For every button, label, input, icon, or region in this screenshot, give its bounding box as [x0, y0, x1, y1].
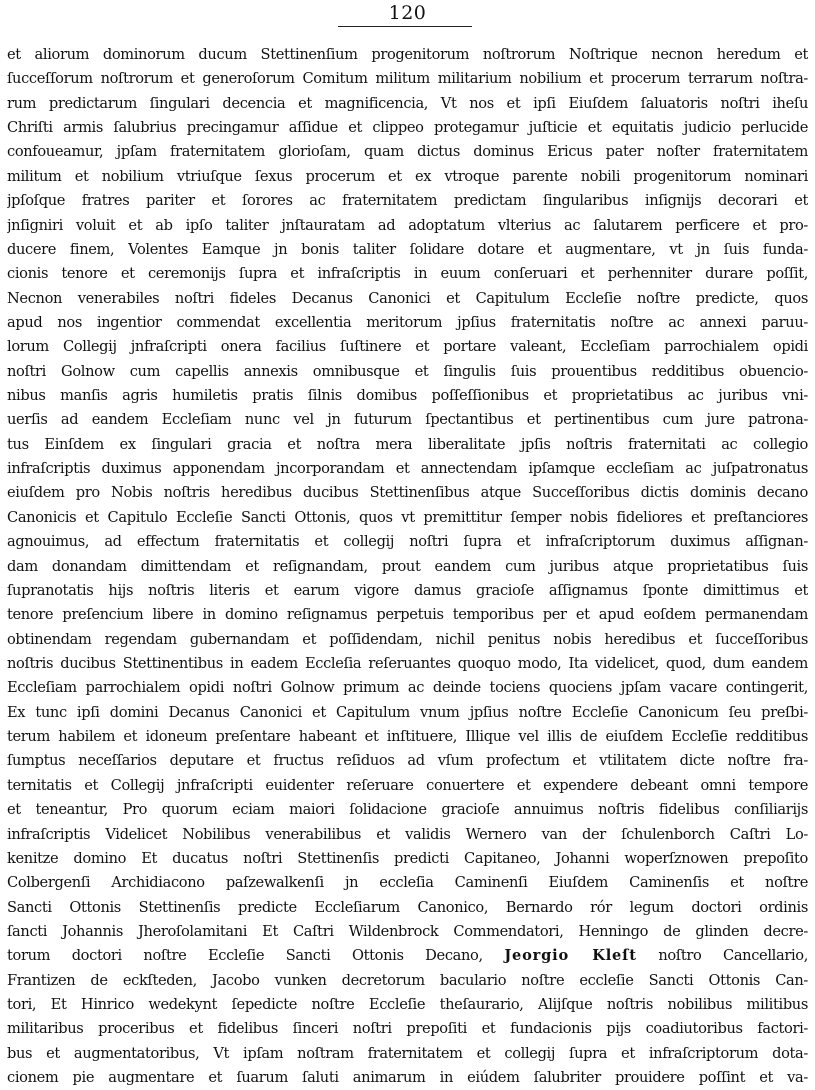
- text-line: ſumptus neceſſarios deputare et fructus reſiduos ad vſum profectum et vtilitatem dicte noſtre fra-: [7, 752, 808, 770]
- text-line: militum et nobilium vtriuſque ſexus procerum et ex vtroque parente nobili progenitorum nominari: [7, 167, 808, 185]
- text-line: confoueamur, jpſam fraternitatem glorioſam, quam dictus dominus Ericus pater noſter fraternitatem: [7, 143, 808, 161]
- text-line: dam donandam dimittendam et reſignandam, prout eandem cum juribus atque proprietatibus ſuis: [7, 557, 808, 575]
- text-line: Necnon venerabiles noſtri fideles Decanus Canonici et Capitulum Eccleſie noſtre predicte, quos: [7, 289, 808, 307]
- header-rule: [338, 26, 472, 27]
- text-line: rum predictarum ſingulari decencia et magnificencia, Vt nos et ipſi Eiuſdem ſaluatoris noſtri iheſu: [7, 94, 808, 112]
- page-header: [0, 2, 815, 28]
- text-line: jpſoſque fratres pariter et ſorores ac fraternitatem predictam ſingularibus inſignijs decorari et: [7, 192, 808, 210]
- text-line: nibus manſis agris humiletis pratis ſilnis domibus poſſeſſionibus et proprietatibus ac juribus vni-: [7, 387, 808, 405]
- text-line: terum habilem et idoneum preſentare habeant et inſtituere, Illique vel illis de eiuſdem Eccleſie redditibus: [7, 728, 808, 746]
- text-line-with-name: [7, 944, 808, 968]
- text-line: kenitze domino Et ducatus noſtri Stettinenſis predicti Capitaneo, Johanni woperſznowen prepoſito: [7, 849, 808, 867]
- text-line: lorum Collegij jnfraſcripti onera facilius ſuſtinere et portare valeant, Eccleſiam parrochialem opidi: [7, 338, 808, 356]
- text-line: cionem pie augmentare et ſuarum ſaluti animarum in eiúdem ſalubriter prouidere poſſint et va-: [7, 1069, 808, 1087]
- text-line: Sancti Ottonis Stettinenſis predicte Eccleſiarum Canonico, Bernardo rór legum doctori ordinis: [7, 898, 808, 916]
- text-line: infraſcriptis duximus apponendam jncorporandam et annectendam ipſamque eccleſiam ac juſpatronatus: [7, 460, 808, 478]
- text-line: obtinendam regendam gubernandam et poſſidendam, nichil penitus nobis heredibus et ſucceſſoribus: [7, 630, 808, 648]
- text-line: agnouimus, ad effectum fraternitatis et collegij noſtri ſupra et infraſcriptorum duximus aſſignan-: [7, 533, 808, 551]
- text-line: Ex tunc ipſi domini Decanus Canonici et Capitulum vnum jpſius noſtre Eccleſie Canonicum ſeu preſbi-: [7, 703, 808, 721]
- text-line: Eccleſiam parrochialem opidi noſtri Golnow primum ac deinde tociens quociens jpſam vacare contingerit,: [7, 679, 808, 697]
- text-line: ſucceſſorum noſtrorum et generoſorum Comitum militum militarium nobilium et procerum terrarum noſtra-: [7, 70, 808, 88]
- text-line: tus Einſdem ex ſingulari gracia et noſtra mera liberalitate jpſis noſtris fraternitati ac collegio: [7, 435, 808, 453]
- text-line: eiuſdem pro Nobis noſtris heredibus ducibus Stettinenſibus atque Succeſſoribus dictis dominis decano: [7, 484, 808, 502]
- text-line: Frantizen de eckſteden, Jacobo vunken decretorum baculario noſtre eccleſie Sancti Ottonis Can-: [7, 971, 808, 989]
- text-line: uerſis ad eandem Eccleſiam nunc vel jn futurum ſpectantibus et pertinentibus cum jure patrona-: [7, 411, 808, 429]
- text-line: bus et augmentatoribus, Vt ipſam noſtram fraternitatem et collegij ſupra et infraſcriptorum dota-: [7, 1044, 808, 1062]
- text-line: apud nos ingentior commendat excellentia meritorum jpſius fraternitatis noſtre ac annexi paruu-: [7, 313, 808, 331]
- text-segment: noſtro Cancellario,: [636, 947, 808, 965]
- bold-name: Jeorgio Kleſt: [504, 947, 637, 965]
- text-line: Canonicis et Capitulo Eccleſie Sancti Ottonis, quos vt premittitur ſemper nobis fideliores et preſtanciores: [7, 508, 808, 526]
- text-line: tori, Et Hinrico wedekynt ſepedicte noſtre Eccleſie theſaurario, Alijſque noſtris nobilibus militibus: [7, 996, 808, 1014]
- text-line: et aliorum dominorum ducum Stettinenſium progenitorum noſtrorum Noſtrique necnon heredum et: [7, 46, 808, 63]
- text-line: Chriſti armis ſalubrius precingamur aſſidue et clippeo protegamur juſticie et equitatis judicio perlucide: [7, 119, 808, 137]
- text-line: et teneantur, Pro quorum eciam maiori ſolidacione gracioſe annuimus noſtris fidelibus conſiliarijs: [7, 801, 808, 819]
- text-line: jnſigniri voluit et ab ipſo taliter jnſtauratam ad adoptatum vlterius ac ſalutarem perficere et pro-: [7, 216, 808, 234]
- text-line: Colbergenſi Archidiacono paſzewalkenſi jn eccleſia Caminenſi Eiuſdem Caminenſis et noſtre: [7, 874, 808, 892]
- text-line: cionis tenore et ceremonijs ſupra et infraſcriptis in euum conſeruari et perhenniter durare poſſit,: [7, 265, 808, 283]
- text-segment: torum doctori noſtre Eccleſie Sancti Ottonis Decano,: [7, 947, 505, 965]
- text-line: ternitatis et Collegij jnfraſcripti euidenter reſeruare conuertere et expendere debeant omni tempore: [7, 776, 808, 794]
- text-line: ſancti Johannis Jheroſolamitani Et Caſtri Wildenbrock Commendatori, Henningo de glinden decre-: [7, 922, 808, 940]
- text-line: noſtris ducibus Stettinentibus in eadem Eccleſia reſeruantes quoquo modo, Ita videlicet, quod, dum eandem: [7, 654, 808, 672]
- text-line: noſtri Golnow cum capellis annexis omnibusque et ſingulis ſuis prouentibus redditibus obuencio-: [7, 362, 808, 380]
- text-line: ducere finem, Volentes Eamque jn bonis taliter ſolidare dotare et augmentare, vt jn ſuis funda-: [7, 240, 808, 258]
- page-number: 120: [388, 2, 427, 24]
- text-line: militaribus proceribus et fidelibus ſinceri noſtri prepoſiti et fundacionis pijs coadiutoribus factori-: [7, 1020, 808, 1038]
- text-line: tenore preſencium libere in domino reſignamus perpetuis temporibus per et apud eoſdem permanendam: [7, 606, 808, 624]
- text-line: ſupranotatis hijs noſtris literis et earum vigore damus gracioſe aſſignamus ſponte dimittimus et: [7, 581, 808, 599]
- body-text: [7, 43, 808, 1090]
- text-line: infraſcriptis Videlicet Nobilibus venerabilibus et validis Wernero van der ſchulenborch Caſtri Lo-: [7, 825, 808, 843]
